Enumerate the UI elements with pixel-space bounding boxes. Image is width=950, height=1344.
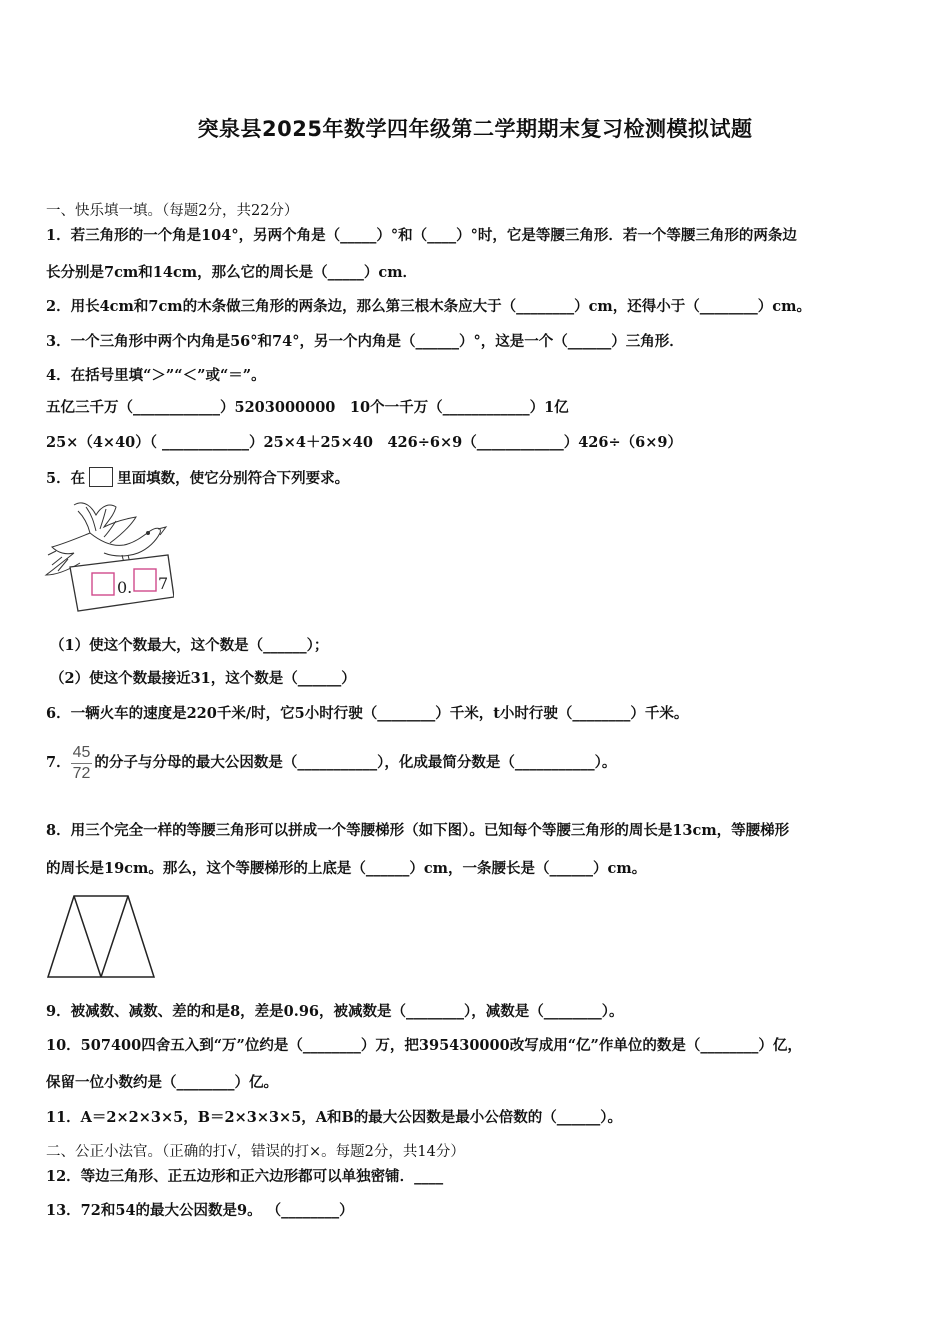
question-5-sub-1: （1）使这个数最大，这个数是（______）； — [50, 637, 329, 654]
question-5-prefix: 5．在 — [46, 470, 86, 487]
trapezoid-inner-line-1 — [74, 896, 101, 977]
section-2-header: 二、公正小法官。（正确的打√，错误的打×。每题2分，共14分） — [46, 1144, 465, 1160]
question-12: 12．等边三角形、正五边形和正六边形都可以单独密铺．____ — [46, 1168, 444, 1185]
fraction-numerator: 45 — [71, 744, 93, 764]
question-5 — [46, 467, 349, 489]
question-1-line-2: 长分别是7cm和14cm，那么它的周长是（_____）cm． — [46, 264, 418, 281]
question-3: 3．一个三角形中两个内角是56°和74°，另一个内角是（______）°，这是一个（______）三角形． — [46, 333, 684, 350]
question-7-text: 的分子与分母的最大公因数是（___________），化成最简分数是（___________）。 — [94, 754, 617, 771]
question-8-line-1: 8．用三个完全一样的等腰三角形可以拼成一个等腰梯形（如下图）。已知每个等腰三角形的周长是13cm，等腰梯形 — [46, 822, 790, 839]
question-4-row-2: 25×（4×40）（ ____________）25×4＋25×40 426÷6×9（____________）426÷（6×9） — [46, 434, 682, 451]
trapezoid-diagram — [46, 893, 160, 981]
question-5-suffix: 里面填数，使它分别符合下列要求。 — [117, 470, 350, 487]
question-10-line-1: 10．507400四舍五入到“万”位约是（________）万，把395430000改写成用“亿”作单位的数是（________）亿， — [46, 1037, 802, 1054]
trapezoid-inner-line-2 — [101, 896, 128, 977]
question-13: 13．72和54的最大公因数是9。 （________） — [46, 1202, 354, 1219]
fraction-45-72 — [71, 744, 93, 783]
bird-card-illustration — [44, 497, 174, 617]
card-digit: 7 — [158, 574, 169, 593]
page-title: 突泉县2025年数学四年级第二学期期末复习检测模拟试题 — [197, 117, 753, 141]
question-2: 2．用长4cm和7cm的木条做三角形的两条边，那么第三根木条应大于（________）cm，还得小于（________）cm。 — [46, 298, 811, 315]
question-10-line-2: 保留一位小数约是（________）亿。 — [46, 1074, 278, 1091]
question-7 — [46, 743, 616, 783]
fraction-denominator: 72 — [72, 764, 91, 782]
question-8-line-2: 的周长是19cm。那么，这个等腰梯形的上底是（______）cm，一条腰长是（______）cm。 — [46, 860, 647, 877]
blank-square-icon — [89, 467, 113, 487]
question-7-prefix: 7． — [46, 754, 71, 771]
question-5-sub-2: （2）使这个数最接近31，这个数是（______） — [50, 670, 356, 687]
question-9: 9．被减数、减数、差的和是8，差是0.96，被减数是（________），减数是（________）。 — [46, 1003, 624, 1020]
section-1-header: 一、快乐填一填。（每题2分，共22分） — [46, 203, 299, 219]
question-6: 6．一辆火车的速度是220千米/时，它5小时行驶（________）千米，t小时行驶（________）千米。 — [46, 705, 689, 722]
question-11: 11．A＝2×2×3×5，B＝2×3×3×5，A和B的最大公因数是最小公倍数的（______）。 — [46, 1109, 623, 1126]
question-4-row-1: 五亿三千万（____________）5203000000 10个一千万（____________）1亿 — [46, 399, 569, 416]
card-text: 0. — [117, 578, 133, 597]
question-1-line-1: 1．若三角形的一个角是104°，另两个角是（_____）°和（____）°时，它是等腰三角形．若一个等腰三角形的两条边 — [46, 227, 797, 244]
trapezoid-outline — [48, 896, 154, 977]
question-4: 4．在括号里填“＞”“＜”或“＝”。 — [46, 367, 266, 384]
